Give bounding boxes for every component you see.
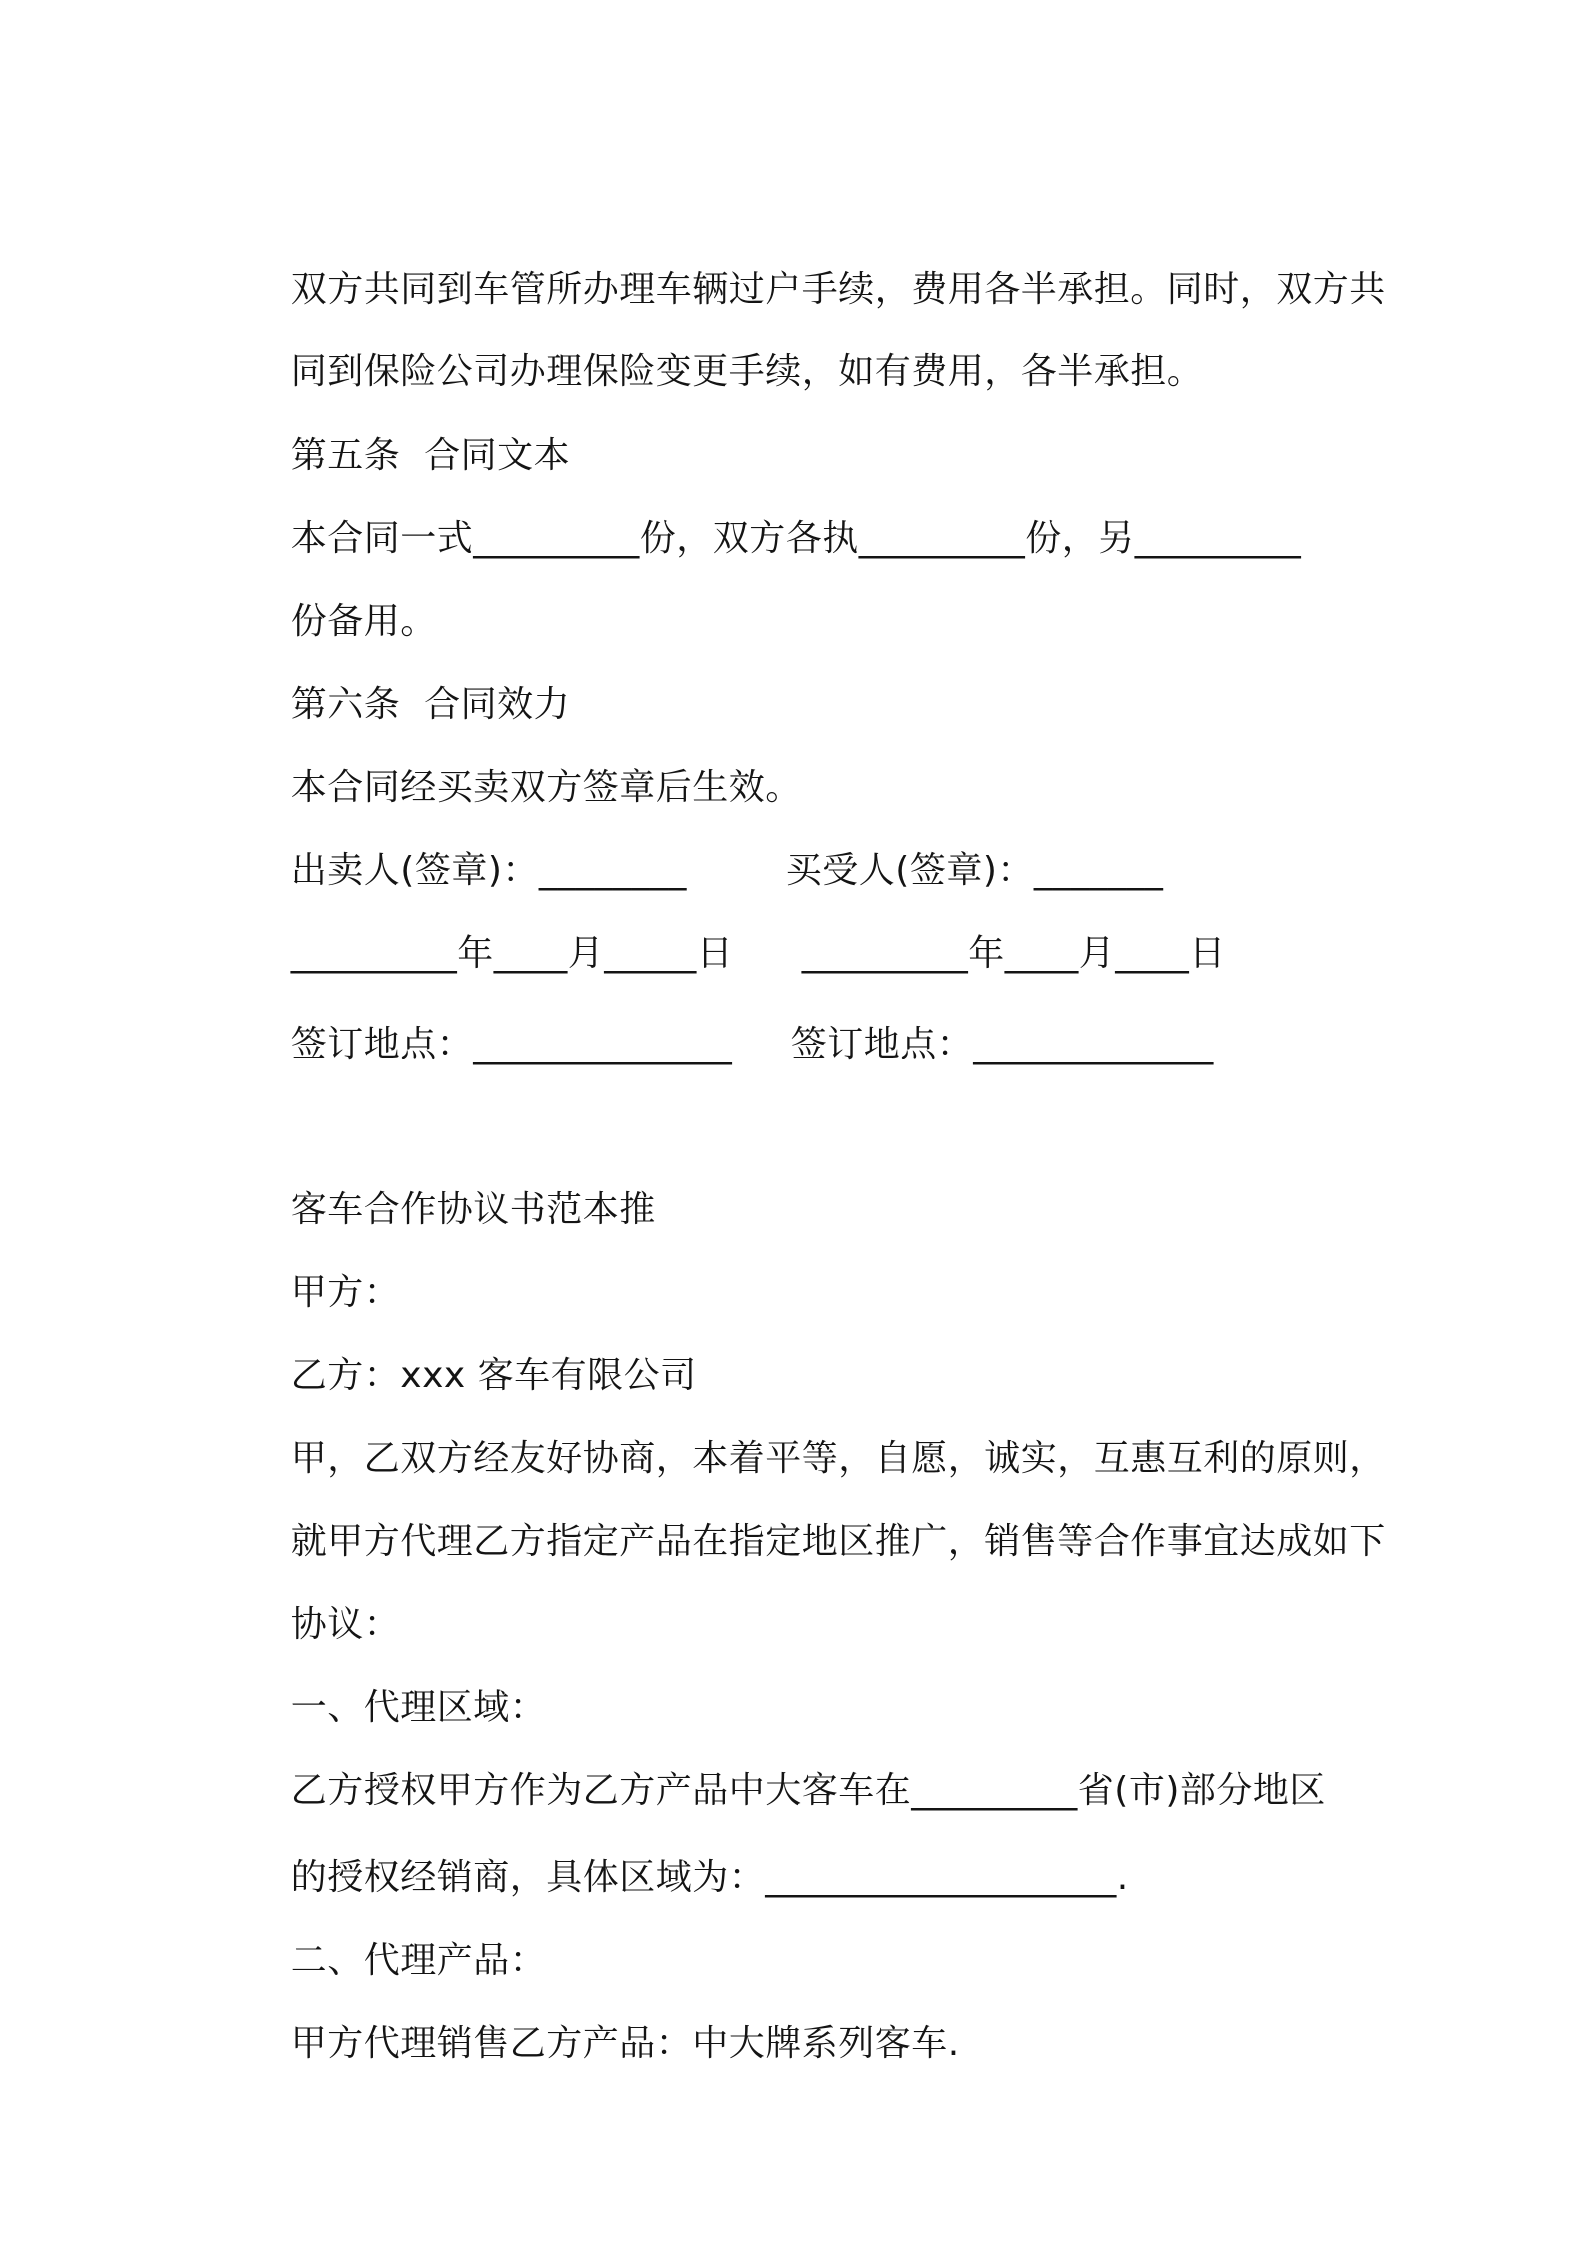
seller-place: 签订地点：______________ bbox=[290, 1024, 733, 1065]
article-5-heading: 第五条 合同文本 bbox=[290, 435, 571, 476]
paragraph-transfer-line-2: 同到保险公司办理保险变更手续，如有费用，各半承担。 bbox=[290, 351, 1204, 392]
section-1-line-2: 的授权经销商，具体区域为：___________________. bbox=[290, 1857, 1129, 1898]
buyer-date: _________年____月____日 bbox=[801, 933, 1226, 974]
article-6-heading: 第六条 合同效力 bbox=[290, 684, 571, 725]
section-2-heading: 二、代理产品： bbox=[290, 1940, 547, 1981]
intro-line-2: 就甲方代理乙方指定产品在指定地区推广，销售等合作事宜达成如下 bbox=[290, 1521, 1386, 1562]
paragraph-transfer-line-1: 双方共同到车管所办理车辆过户手续，费用各半承担。同时，双方共 bbox=[290, 269, 1386, 310]
section-2-body: 甲方代理销售乙方产品：中大牌系列客车. bbox=[290, 2023, 960, 2064]
article-5-line-2: 份备用。 bbox=[290, 601, 437, 642]
seller-date: _________年____月_____日 bbox=[290, 933, 734, 974]
seller-date-cell bbox=[243, 864, 734, 974]
seller-signature: 出卖人(签章)：________ bbox=[290, 850, 687, 891]
intro-line-1: 甲，乙双方经友好协商，本着平等，自愿，诚实，互惠互利的原则， bbox=[290, 1438, 1386, 1479]
signature-row bbox=[243, 781, 687, 891]
intro-line-3: 协议： bbox=[290, 1604, 401, 1645]
article-5-line-1: 本合同一式_________份，双方各执_________份，另_________ bbox=[290, 518, 1302, 559]
section-1-line-1: 乙方授权甲方作为乙方产品中大客车在_________省(市)部分地区 bbox=[290, 1770, 1326, 1811]
section-1-heading: 一、代理区域： bbox=[290, 1687, 547, 1728]
party-a: 甲方： bbox=[290, 1272, 401, 1313]
buyer-date-cell bbox=[754, 864, 1226, 974]
article-6-body: 本合同经买卖双方签章后生效。 bbox=[290, 767, 802, 808]
buyer-signature-cell bbox=[738, 781, 1164, 891]
seller-place-cell bbox=[243, 955, 733, 1065]
buyer-place: 签订地点：_____________ bbox=[790, 1024, 1214, 1065]
party-b: 乙方：xxx 客车有限公司 bbox=[290, 1355, 697, 1396]
buyer-signature: 买受人(签章)：_______ bbox=[785, 850, 1164, 891]
buyer-place-cell bbox=[743, 955, 1214, 1065]
agreement-title: 客车合作协议书范本推 bbox=[290, 1189, 656, 1230]
